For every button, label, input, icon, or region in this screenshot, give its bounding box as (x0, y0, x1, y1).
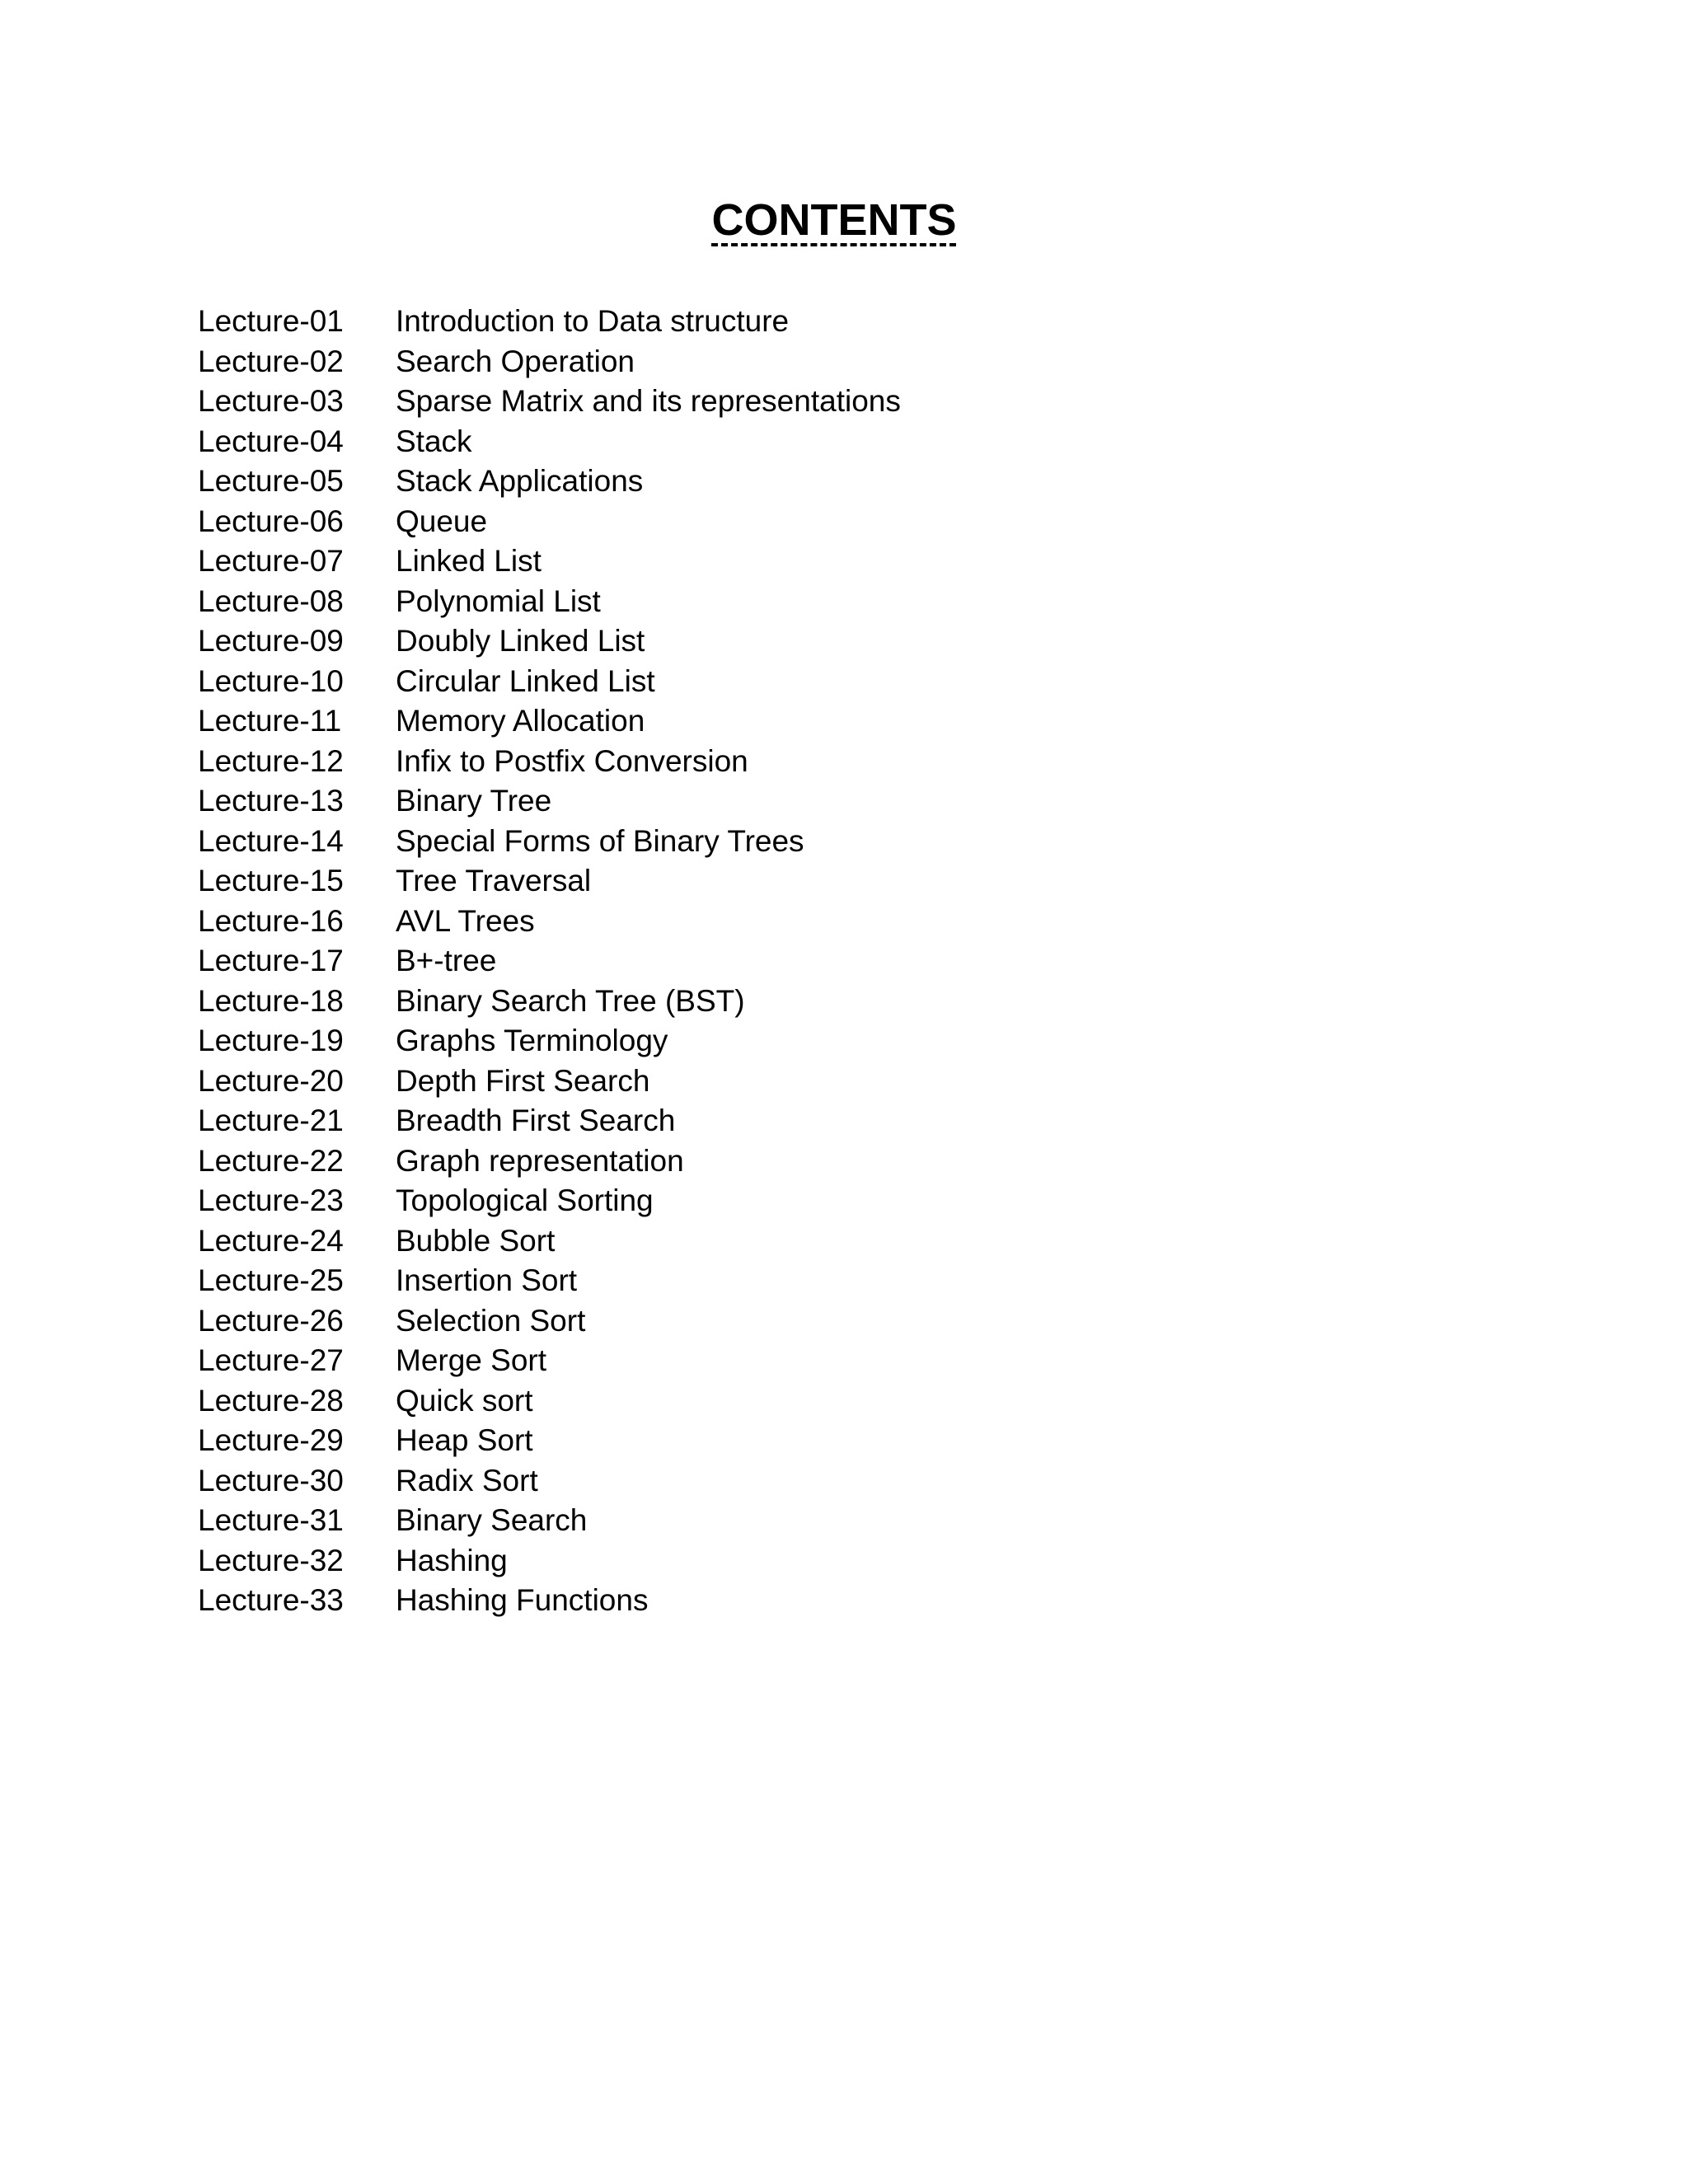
toc-row (198, 1221, 901, 1262)
lecture-title: Hashing Functions (396, 1583, 649, 1618)
lecture-number: Lecture-33 (198, 1583, 344, 1618)
lecture-number: Lecture-22 (198, 1143, 344, 1178)
lecture-title: Quick sort (396, 1383, 533, 1418)
lecture-title: Special Forms of Binary Trees (396, 823, 804, 858)
toc-row (198, 462, 901, 502)
toc-row (198, 302, 901, 342)
lecture-title: Linked List (396, 544, 542, 579)
lecture-number: Lecture-26 (198, 1303, 344, 1338)
toc-row (198, 902, 901, 942)
lecture-title: Heap Sort (396, 1423, 533, 1458)
lecture-title: Insertion Sort (396, 1263, 578, 1298)
lecture-title: Depth First Search (396, 1063, 650, 1098)
lecture-number: Lecture-15 (198, 864, 344, 898)
toc-row (198, 941, 901, 982)
lecture-title: Breadth First Search (396, 1104, 676, 1138)
lecture-title: Doubly Linked List (396, 624, 645, 658)
lecture-number: Lecture-10 (198, 663, 344, 698)
lecture-title: AVL Trees (396, 903, 535, 938)
lecture-number: Lecture-21 (198, 1104, 344, 1138)
lecture-title: Binary Tree (396, 784, 552, 818)
lecture-number: Lecture-17 (198, 944, 344, 978)
toc-row (198, 822, 901, 862)
lecture-number: Lecture-08 (198, 583, 344, 618)
lecture-title: Stack Applications (396, 464, 644, 499)
toc-row (198, 382, 901, 422)
toc-row (198, 1141, 901, 1182)
lecture-number: Lecture-20 (198, 1063, 344, 1098)
lecture-number: Lecture-23 (198, 1183, 344, 1218)
page-title (0, 191, 1668, 249)
lecture-number: Lecture-16 (198, 903, 344, 938)
toc-row (198, 502, 901, 542)
toc-row (198, 1341, 901, 1381)
lecture-number: Lecture-24 (198, 1223, 344, 1258)
lecture-title: Merge Sort (396, 1343, 547, 1378)
lecture-number: Lecture-28 (198, 1383, 344, 1418)
table-of-contents (198, 302, 901, 1621)
lecture-number: Lecture-09 (198, 624, 344, 658)
toc-row (198, 1581, 901, 1621)
toc-row (198, 582, 901, 622)
lecture-number: Lecture-18 (198, 983, 344, 1018)
lecture-number: Lecture-31 (198, 1503, 344, 1538)
toc-row (198, 982, 901, 1022)
toc-row (198, 701, 901, 742)
toc-row (198, 861, 901, 902)
lecture-number: Lecture-14 (198, 823, 344, 858)
lecture-title: Tree Traversal (396, 864, 592, 898)
lecture-number: Lecture-12 (198, 743, 344, 778)
toc-row (198, 1501, 901, 1541)
lecture-number: Lecture-05 (198, 464, 344, 499)
lecture-number: Lecture-29 (198, 1423, 344, 1458)
toc-row (198, 1301, 901, 1342)
toc-row (198, 1421, 901, 1461)
toc-row (198, 342, 901, 382)
lecture-title: Bubble Sort (396, 1223, 556, 1258)
lecture-number: Lecture-06 (198, 504, 344, 538)
lecture-title: Binary Search (396, 1503, 588, 1538)
lecture-number: Lecture-01 (198, 304, 344, 339)
lecture-number: Lecture-27 (198, 1343, 344, 1378)
lecture-title: Search Operation (396, 344, 635, 378)
lecture-title: Queue (396, 504, 488, 538)
lecture-title: Polynomial List (396, 583, 601, 618)
lecture-number: Lecture-13 (198, 784, 344, 818)
lecture-number: Lecture-03 (198, 384, 344, 419)
lecture-title: Introduction to Data structure (396, 304, 790, 339)
lecture-title: Infix to Postfix Conversion (396, 743, 748, 778)
lecture-number: Lecture-25 (198, 1263, 344, 1298)
toc-row (198, 1541, 901, 1582)
lecture-title: Graphs Terminology (396, 1024, 668, 1058)
toc-row (198, 541, 901, 582)
toc-row (198, 621, 901, 662)
lecture-title: Radix Sort (396, 1463, 538, 1497)
lecture-number: Lecture-02 (198, 344, 344, 378)
lecture-number: Lecture-32 (198, 1543, 344, 1577)
lecture-number: Lecture-19 (198, 1024, 344, 1058)
toc-row (198, 1181, 901, 1221)
lecture-title: Selection Sort (396, 1303, 586, 1338)
lecture-title: Topological Sorting (396, 1183, 654, 1218)
toc-row (198, 1062, 901, 1102)
lecture-title: Stack (396, 424, 472, 458)
contents-heading: CONTENTS (711, 195, 957, 245)
toc-row (198, 1261, 901, 1301)
toc-row (198, 742, 901, 782)
toc-row (198, 781, 901, 822)
toc-row (198, 422, 901, 462)
toc-row (198, 1021, 901, 1062)
lecture-title: B+-tree (396, 944, 497, 978)
lecture-title: Circular Linked List (396, 663, 655, 698)
lecture-title: Memory Allocation (396, 704, 645, 738)
toc-row (198, 1461, 901, 1502)
toc-row (198, 1101, 901, 1141)
lecture-title: Sparse Matrix and its representations (396, 384, 901, 419)
lecture-number: Lecture-30 (198, 1463, 344, 1497)
lecture-title: Hashing (396, 1543, 508, 1577)
lecture-title: Binary Search Tree (BST) (396, 983, 745, 1018)
lecture-number: Lecture-07 (198, 544, 344, 579)
toc-row (198, 662, 901, 702)
lecture-number: Lecture-11 (198, 704, 342, 738)
lecture-title: Graph representation (396, 1143, 684, 1178)
toc-row (198, 1381, 901, 1422)
lecture-number: Lecture-04 (198, 424, 344, 458)
